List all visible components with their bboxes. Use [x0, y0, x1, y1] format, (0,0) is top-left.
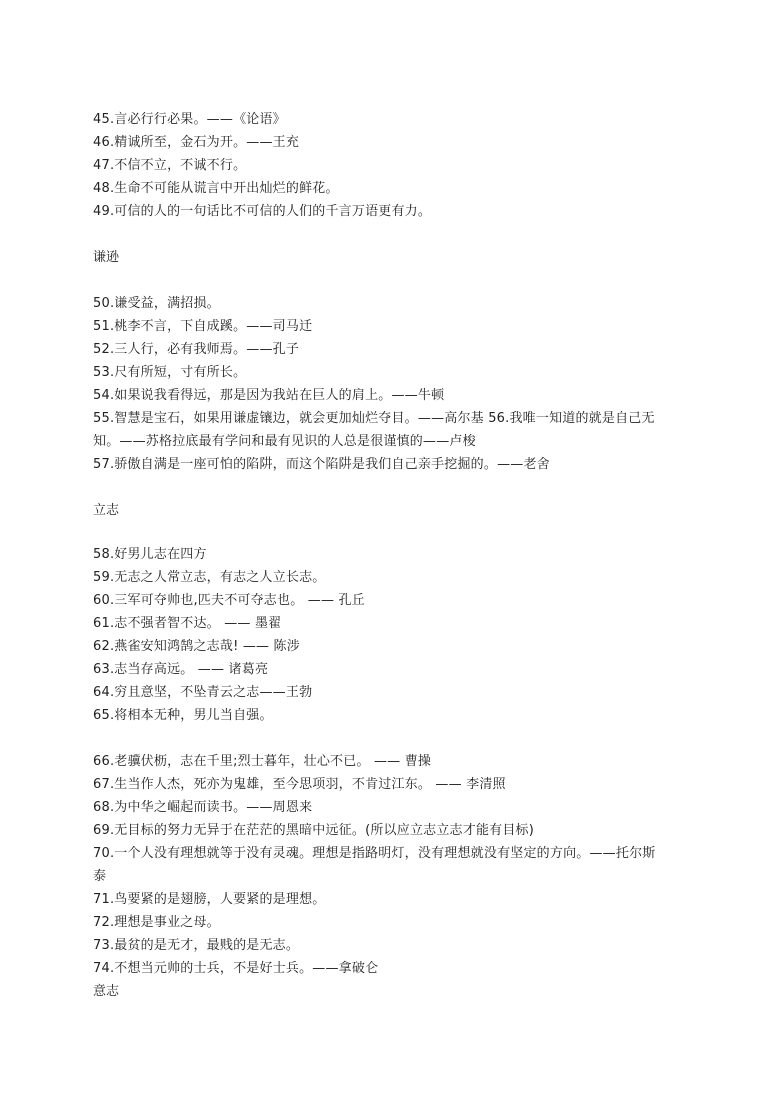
quote-71: 71.鸟要紧的是翅膀，人要紧的是理想。 [93, 892, 326, 907]
quote-54: 54.如果说我看得远，那是因为我站在巨人的肩上。——牛顿 [93, 388, 445, 403]
quote-69: 69.无目标的努力无异于在茫茫的黑暗中远征。(所以应立志立志才能有目标) [93, 823, 535, 838]
quote-66: 66.老骥伏枥，志在千里;烈士暮年，壮心不已。 —— 曹操 [93, 754, 432, 769]
quote-51: 51.桃李不言，下自成蹊。——司马迁 [93, 319, 313, 334]
quote-50: 50.谦受益，满招损。 [93, 296, 220, 311]
quote-52: 52.三人行，必有我师焉。——孔子 [93, 342, 300, 357]
section-heading-willpower: 意志 [93, 984, 120, 999]
quote-73: 73.最贫的是无才，最贱的是无志。 [93, 938, 300, 953]
section-heading-humility: 谦逊 [93, 250, 120, 265]
quote-70-cont: 泰 [93, 869, 107, 884]
quote-59: 59.无志之人常立志，有志之人立长志。 [93, 570, 326, 585]
quote-65: 65.将相本无种，男儿当自强。 [93, 708, 273, 723]
quote-56-cont: 知。——苏格拉底最有学问和最有见识的人总是很谨慎的——卢梭 [93, 434, 476, 449]
section-heading-ambition: 立志 [93, 503, 120, 518]
quote-68: 68.为中华之崛起而读书。——周恩来 [93, 800, 313, 815]
quote-63: 63.志当存高远。 —— 诸葛亮 [93, 662, 269, 677]
quote-53: 53.尺有所短，寸有所长。 [93, 365, 247, 380]
quote-57: 57.骄傲自满是一座可怕的陷阱，而这个陷阱是我们自己亲手挖掘的。——老舍 [93, 457, 550, 472]
quote-74: 74.不想当元帅的士兵，不是好士兵。——拿破仑 [93, 961, 379, 976]
quote-72: 72.理想是事业之母。 [93, 915, 220, 930]
quote-48: 48.生命不可能从谎言中开出灿烂的鲜花。 [93, 181, 339, 196]
quote-49: 49.可信的人的一句话比不可信的人们的千言万语更有力。 [93, 204, 432, 219]
quote-61: 61.志不强者智不达。 —— 墨翟 [93, 616, 282, 631]
quote-70: 70.一个人没有理想就等于没有灵魂。理想是指路明灯，没有理想就没有坚定的方向。——托尔斯 [93, 846, 656, 861]
quote-67: 67.生当作人杰，死亦为鬼雄，至今思项羽，不肯过江东。 —— 李清照 [93, 777, 506, 792]
quote-60: 60.三军可夺帅也,匹夫不可夺志也。 —— 孔丘 [93, 593, 365, 608]
quote-46: 46.精诚所至，金石为开。——王充 [93, 135, 300, 150]
quote-47: 47.不信不立，不诚不行。 [93, 158, 247, 173]
quote-58: 58.好男儿志在四方 [93, 547, 207, 562]
quote-45: 45.言必行行必果。——《论语》 [93, 112, 286, 127]
quote-55-56: 55.智慧是宝石，如果用谦虚镶边，就会更加灿烂夺目。——高尔基 56.我唯一知道的就是自己无 [93, 411, 655, 426]
quote-62: 62.燕雀安知鸿鹄之志哉! —— 陈涉 [93, 639, 300, 654]
quote-64: 64.穷且意坚，不坠青云之志——王勃 [93, 685, 313, 700]
